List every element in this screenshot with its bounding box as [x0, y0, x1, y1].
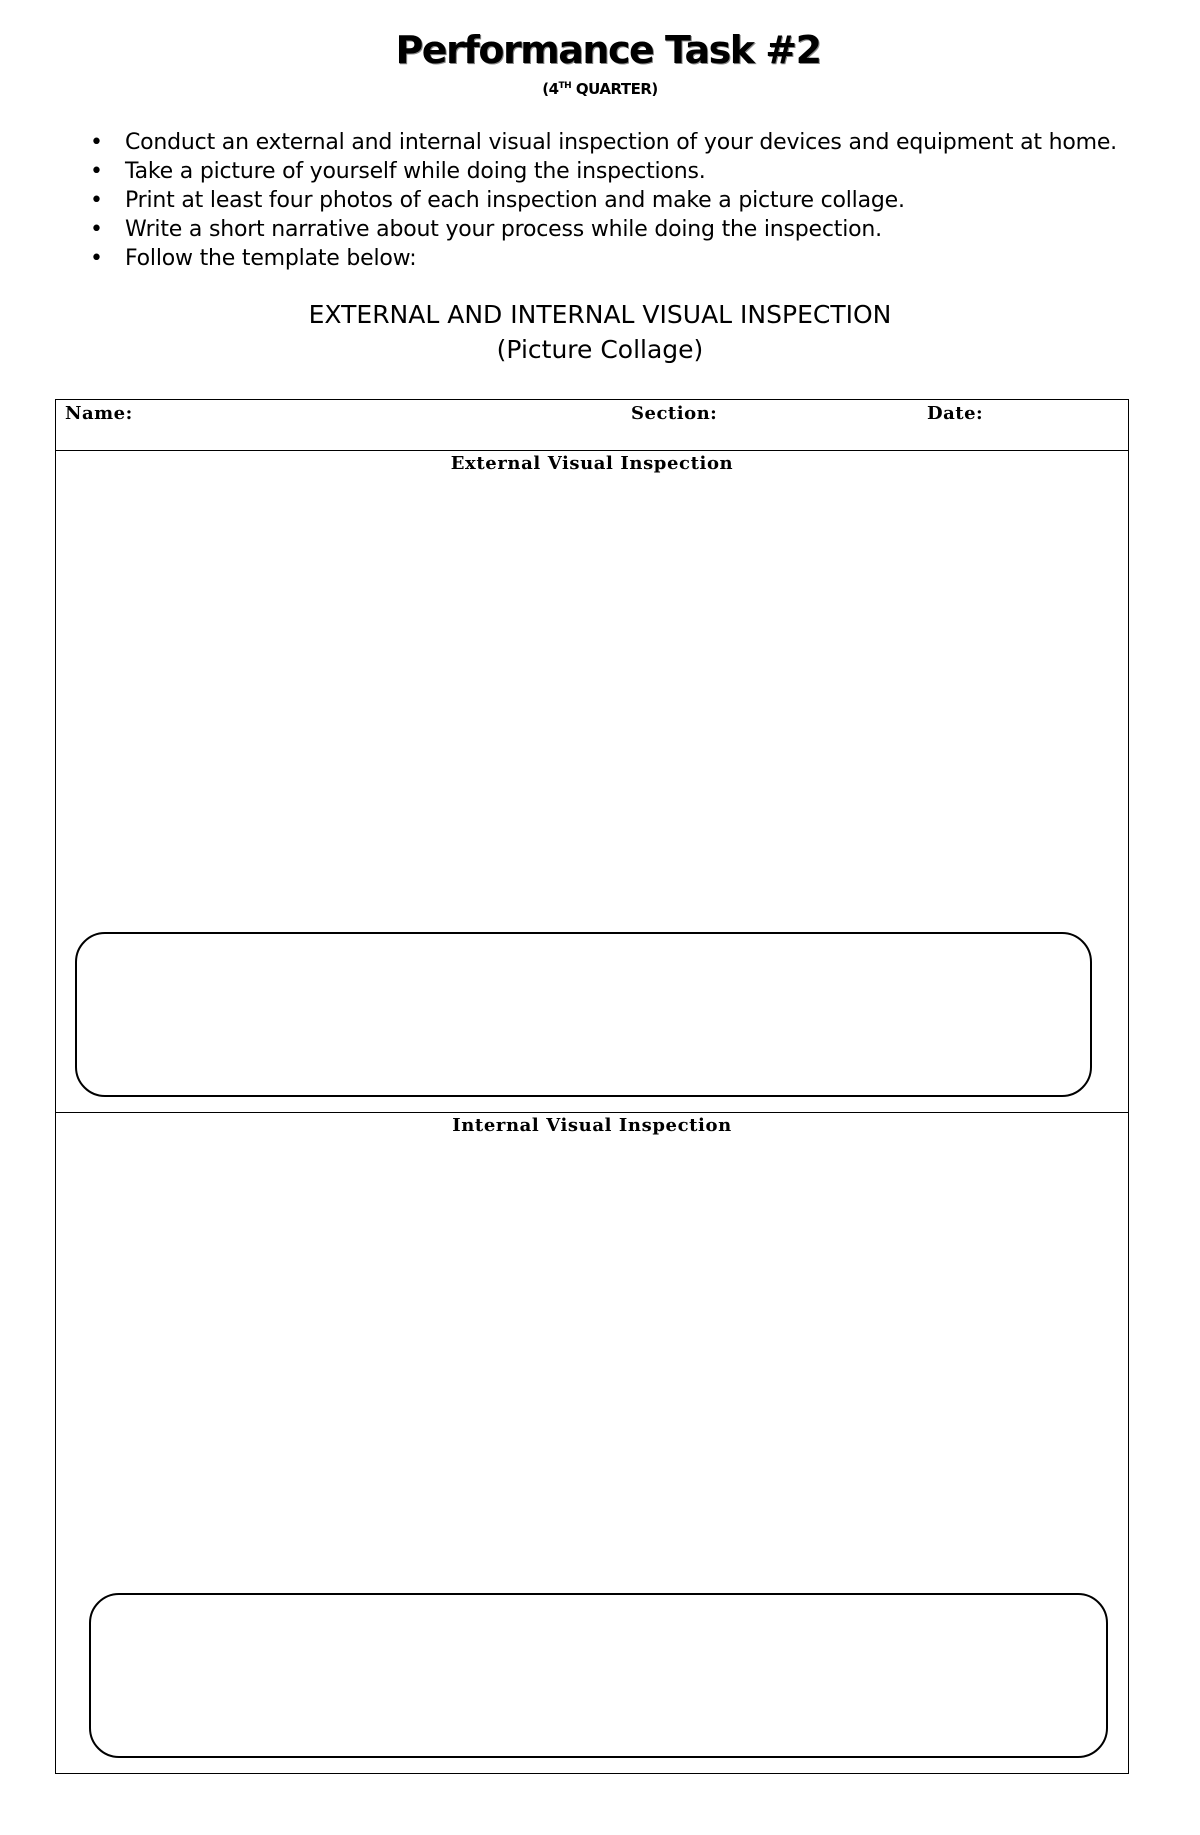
quarter-subtitle — [0, 80, 1200, 98]
date-label: Date: — [927, 403, 984, 424]
template-subheading: (Picture Collage) — [496, 335, 704, 364]
template-heading: EXTERNAL AND INTERNAL VISUAL INSPECTION — [308, 300, 892, 329]
instruction-item: • Take a picture of yourself while doing the inspections. — [90, 157, 1117, 186]
instruction-item: • Follow the template below: — [90, 244, 1117, 273]
instruction-item: • Print at least four photos of each inspection and make a picture collage. — [90, 186, 1117, 215]
section-label: Section: — [631, 403, 718, 424]
collage-template-form — [55, 399, 1129, 1774]
subtitle-superscript: TH — [558, 81, 572, 91]
external-section-title: External Visual Inspection — [450, 453, 734, 474]
internal-inspection-section — [56, 1113, 1128, 1773]
instruction-item: • Conduct an external and internal visual inspection of your devices and equipment at home. — [90, 128, 1117, 157]
name-label: Name: — [65, 403, 133, 424]
instruction-list — [90, 128, 1117, 273]
instruction-item: • Write a short narrative about your process while doing the inspection. — [90, 215, 1117, 244]
internal-section-title: Internal Visual Inspection — [452, 1115, 732, 1136]
subtitle-prefix: (4 — [542, 80, 559, 98]
external-inspection-section — [56, 451, 1128, 1113]
student-info-row — [56, 400, 1128, 451]
page-title: Performance Task #2 — [395, 28, 821, 72]
external-narrative-box — [75, 932, 1092, 1097]
internal-narrative-box — [89, 1593, 1108, 1758]
subtitle-suffix: QUARTER) — [571, 80, 658, 98]
